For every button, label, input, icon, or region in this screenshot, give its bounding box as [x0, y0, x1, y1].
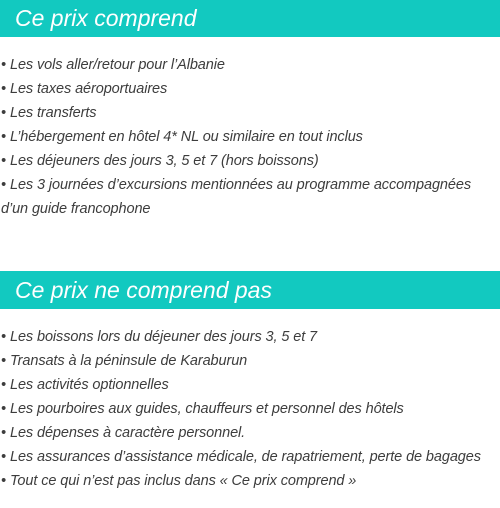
bullet-icon: •	[1, 105, 6, 121]
bullet-icon: •	[1, 129, 6, 145]
price-includes-list	[0, 53, 500, 221]
bullet-icon: •	[1, 377, 6, 393]
bullet-icon: •	[1, 177, 6, 193]
list-item	[0, 149, 500, 173]
list-item	[0, 421, 500, 445]
bullet-icon: •	[1, 81, 6, 97]
bullet-icon: •	[1, 153, 6, 169]
bullet-icon: •	[1, 329, 6, 345]
list-item	[0, 325, 500, 349]
list-item	[0, 349, 500, 373]
list-item	[0, 173, 500, 221]
list-item	[0, 77, 500, 101]
bullet-icon: •	[1, 57, 6, 73]
price-excludes-list	[0, 325, 500, 493]
list-item-text: Transats à la péninsule de Karaburun	[9, 353, 248, 369]
price-excludes-section	[0, 271, 500, 493]
price-includes-section	[0, 0, 500, 221]
bullet-icon: •	[1, 401, 6, 417]
list-item-text: Les transferts	[9, 105, 97, 121]
list-item-text: Les boissons lors du déjeuner des jours 3, 5 et 7	[9, 329, 318, 345]
list-item-text: Les déjeuners des jours 3, 5 et 7 (hors boissons)	[9, 153, 319, 169]
list-item	[0, 469, 500, 493]
bullet-icon: •	[1, 473, 6, 489]
list-item-text: Les dépenses à caractère personnel.	[9, 425, 246, 441]
bullet-icon: •	[1, 449, 6, 465]
price-includes-heading: Ce prix comprend	[0, 0, 500, 37]
list-item-text: Les pourboires aux guides, chauffeurs et personnel des hôtels	[9, 401, 404, 417]
price-excludes-heading: Ce prix ne comprend pas	[0, 271, 500, 309]
list-item-text: Tout ce qui n’est pas inclus dans « Ce prix comprend »	[9, 473, 357, 489]
list-item	[0, 445, 500, 469]
list-item-text: Les assurances d’assistance médicale, de rapatriement, perte de bagages	[9, 449, 481, 465]
list-item-text: Les vols aller/retour pour l’Albanie	[9, 57, 225, 73]
list-item	[0, 101, 500, 125]
list-item-text: L’hébergement en hôtel 4* NL ou similaire en tout inclus	[9, 129, 363, 145]
list-item	[0, 397, 500, 421]
bullet-icon: •	[1, 353, 6, 369]
bullet-icon: •	[1, 425, 6, 441]
list-item	[0, 53, 500, 77]
list-item-text: Les taxes aéroportuaires	[9, 81, 168, 97]
list-item-text: Les activités optionnelles	[9, 377, 169, 393]
list-item	[0, 373, 500, 397]
list-item	[0, 125, 500, 149]
list-item-text: Les 3 journées d’excursions mentionnées au programme accompagnées d’un guide francophone	[1, 177, 471, 217]
